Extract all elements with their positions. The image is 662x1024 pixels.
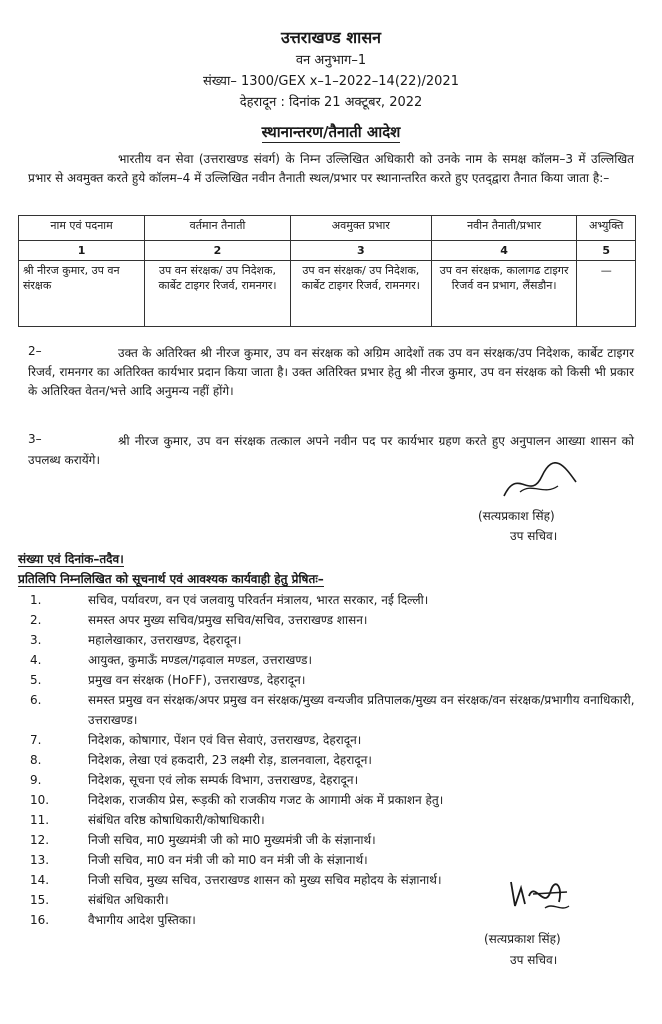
- col-header-remarks: अभ्युक्ति: [577, 216, 636, 241]
- copy-item-text: संबंधित अधिकारी।: [88, 893, 169, 907]
- copy-list-item: [30, 650, 640, 670]
- copy-list-item: [30, 770, 640, 790]
- copy-item-text: निजी सचिव, मा0 मुख्यमंत्री जी को मा0 मुख्यमंत्री जी के संज्ञानार्थ।: [88, 833, 376, 847]
- copy-item-text: वैभागीय आदेश पुस्तिका।: [88, 913, 196, 927]
- copy-item-number: 12.: [30, 833, 50, 847]
- section-line: वन अनुभाग–1: [295, 53, 367, 68]
- signatory-name-2: (सत्यप्रकाश सिंह): [484, 932, 561, 946]
- intro-paragraph: भारतीय वन सेवा (उत्तराखण्ड संवर्ग) के निम्न उल्लिखित अधिकारी को उनके नाम के समक्ष कॉलम–3 में उल्लिखित प्रभार से अवमुक्त करते हुये कॉलम–4 में उल्लिखित नवीन तैनाती स्थल/प्रभार पर स्थानान्तरित करते हुए एतद्‌द्वारा तैनात किया जाता है:–: [28, 152, 634, 185]
- copy-item-text: संबंधित वरिष्ठ कोषाधिकारी/कोषाधिकारी।: [88, 813, 265, 827]
- cell-remarks: —: [577, 261, 636, 327]
- copy-item-number: 5.: [30, 673, 42, 687]
- copy-item-number: 10.: [30, 793, 50, 807]
- copy-list-item: [30, 610, 640, 630]
- col-number: 3: [290, 241, 431, 261]
- copy-item-number: 15.: [30, 893, 50, 907]
- copy-item-text: समस्त अपर मुख्य सचिव/प्रमुख सचिव/सचिव, उत्तराखण्ड शासन।: [88, 613, 368, 627]
- signatory-name-1: (सत्यप्रकाश सिंह): [478, 509, 555, 523]
- para2-text: उक्त के अतिरिक्त श्री नीरज कुमार, उप वन संरक्षक को अग्रिम आदेशों तक उप वन संरक्षक/उप निदेशक, कार्बेट टाइगर रिजर्व, रामनगर का अतिरिक्त कार्यभार प्रदान किया जाता है। उक्त अतिरिक्त प्रभार हेतु श्री नीरज कुमार, उप वन संरक्षक को किसी भी प्रकार के अतिरिक्त वेतन/भत्ते आदि अनुमन्य नहीं होंगे।: [28, 346, 634, 398]
- copy-list-item: [30, 590, 640, 610]
- copy-item-text: समस्त प्रमुख वन संरक्षक/अपर प्रमुख वन संरक्षक/मुख्य वन्यजीव प्रतिपालक/मुख्य वन संरक्षक/वन संरक्षक/प्रभागीय वनाधिकारी, उत्तराखण्ड।: [88, 693, 635, 727]
- col-number: 4: [431, 241, 577, 261]
- cell-relieved: उप वन संरक्षक/ उप निदेशक, कार्बेट टाइगर रिजर्व, रामनगर।: [290, 261, 431, 327]
- copy-item-text: निजी सचिव, मा0 वन मंत्री जी को मा0 वन मंत्री जी के संज्ञानार्थ।: [88, 853, 368, 867]
- copy-list-item: [30, 670, 640, 690]
- copy-item-number: 14.: [30, 873, 50, 887]
- copy-heading: [18, 570, 324, 587]
- copy-item-number: 9.: [30, 773, 42, 787]
- subject-heading: [0, 122, 662, 142]
- col-header-current: वर्तमान तैनाती: [145, 216, 291, 241]
- para3-text: श्री नीरज कुमार, उप वन संरक्षक तत्काल अपने नवीन पद पर कार्यभार ग्रहण करते हुए अनुपालन आख्या शासन को उपलब्ध करायेंगे।: [28, 434, 634, 467]
- copy-item-number: 2.: [30, 613, 42, 627]
- copy-item-number: 3.: [30, 633, 42, 647]
- signatory-designation-2: उप सचिव।: [510, 953, 558, 967]
- subject-text: स्थानान्तरण/तैनाती आदेश: [261, 123, 401, 141]
- para3-number: 3–: [28, 432, 42, 446]
- para2-number: 2–: [28, 344, 42, 358]
- col-number: 5: [577, 241, 636, 261]
- col-number: 1: [19, 241, 145, 261]
- col-number: 2: [145, 241, 291, 261]
- copy-heading-text: प्रतिलिपि निम्नलिखित को सूचनार्थ एवं आवश्यक कार्यवाही हेतु प्रेषितः–: [18, 572, 324, 586]
- copy-item-text: आयुक्त, कुमाऊँ मण्डल/गढ़वाल मण्डल, उत्तराखण्ड।: [88, 653, 313, 667]
- copy-list-item: [30, 730, 640, 750]
- col-header-name: नाम एवं पदनाम: [19, 216, 145, 241]
- signatory-designation-1: उप सचिव।: [510, 529, 558, 543]
- reference-number: संख्या– 1300/GEX x–1–2022–14(22)/2021: [203, 74, 459, 89]
- col-header-relieved: अवमुक्त प्रभार: [290, 216, 431, 241]
- copy-item-number: 13.: [30, 853, 50, 867]
- copy-item-text: निदेशक, लेखा एवं हकदारी, 23 लक्ष्मी रोड़, डालनवाला, देहरादून।: [88, 753, 372, 767]
- copy-item-number: 6.: [30, 693, 42, 707]
- copy-item-number: 1.: [30, 593, 42, 607]
- copy-item-number: 16.: [30, 913, 50, 927]
- copy-item-number: 4.: [30, 653, 42, 667]
- copy-item-number: 8.: [30, 753, 42, 767]
- copy-list-item: [30, 850, 640, 870]
- signature-mark-2: [505, 872, 575, 922]
- copy-item-number: 7.: [30, 733, 42, 747]
- transfer-table: [18, 215, 636, 327]
- cell-current: उप वन संरक्षक/ उप निदेशक, कार्बेट टाइगर रिजर्व, रामनगर।: [145, 261, 291, 327]
- copy-list-item: [30, 790, 640, 810]
- place-date: देहरादून : दिनांक 21 अक्टूबर, 2022: [239, 95, 423, 110]
- cell-name: श्री नीरज कुमार, उप वन संरक्षक: [19, 261, 145, 327]
- copy-reference: [18, 550, 124, 567]
- copy-item-text: निदेशक, राजकीय प्रेस, रूड़की को राजकीय गजट के आगामी अंक में प्रकाशन हेतु।: [88, 793, 444, 807]
- copy-list-item: [30, 750, 640, 770]
- copy-item-text: निजी सचिव, मुख्य सचिव, उत्तराखण्ड शासन को मुख्य सचिव महोदय के संज्ञानार्थ।: [88, 873, 442, 887]
- copy-item-number: 11.: [30, 813, 50, 827]
- government-heading: उत्तराखण्ड शासन: [280, 28, 382, 47]
- copy-item-text: निदेशक, सूचना एवं लोक सम्पर्क विभाग, उत्तराखण्ड, देहरादून।: [88, 773, 359, 787]
- copy-list-item: [30, 630, 640, 650]
- copy-list-item: [30, 690, 640, 730]
- copy-item-text: निदेशक, कोषागार, पेंशन एवं वित्त सेवाएं, उत्तराखण्ड, देहरादून।: [88, 733, 362, 747]
- copy-item-text: प्रमुख वन संरक्षक (HoFF), उत्तराखण्ड, देहरादून।: [88, 673, 306, 687]
- signature-mark-1: [500, 462, 580, 506]
- col-header-new: नवीन तैनाती/प्रभार: [431, 216, 577, 241]
- copy-list-item: [30, 830, 640, 850]
- copy-item-text: महालेखाकार, उत्तराखण्ड, देहरादून।: [88, 633, 242, 647]
- copy-item-text: सचिव, पर्यावरण, वन एवं जलवायु परिवर्तन मंत्रालय, भारत सरकार, नई दिल्ली।: [88, 593, 429, 607]
- copy-list-item: [30, 810, 640, 830]
- cell-new-posting: उप वन संरक्षक, कालागढ टाइगर रिजर्व वन प्रभाग, लैंसडौन।: [431, 261, 577, 327]
- copy-reference-text: संख्या एवं दिनांक–तदैव।: [18, 552, 124, 566]
